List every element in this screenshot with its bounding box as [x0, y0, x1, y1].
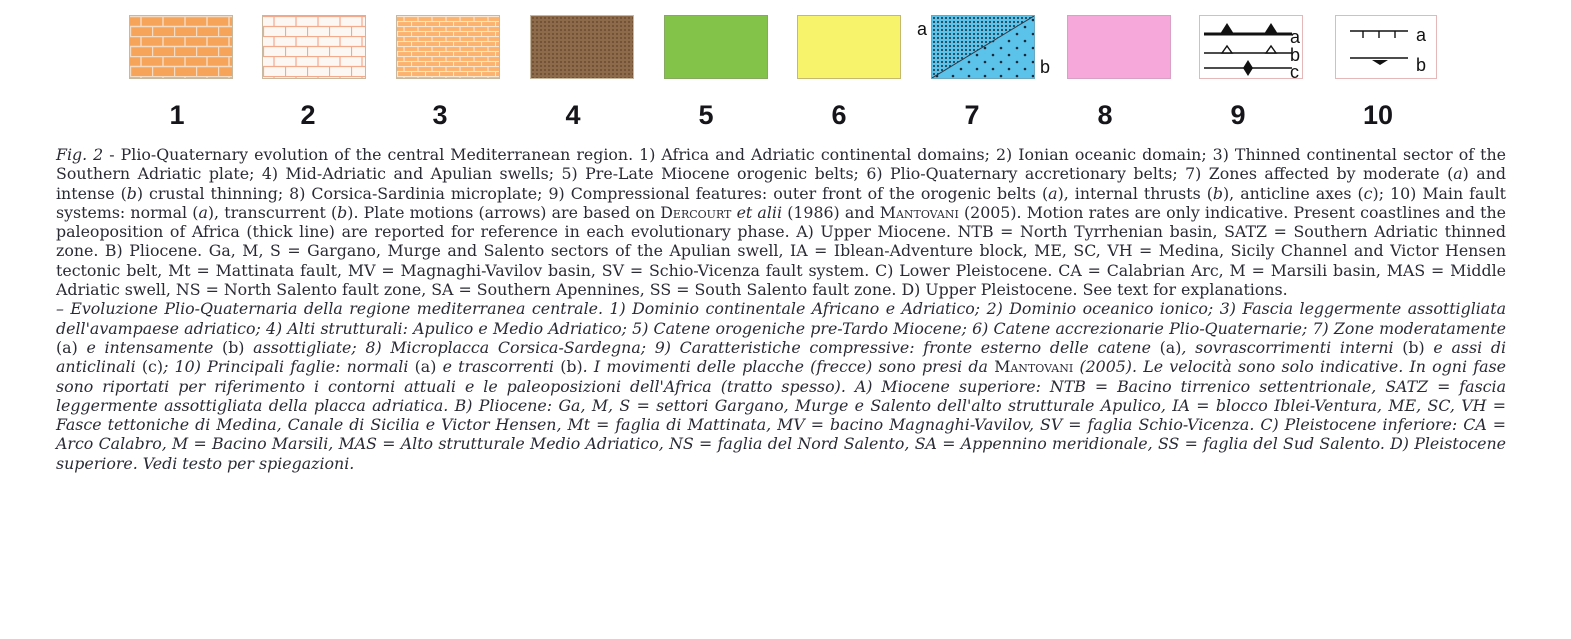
legend-7-label-a: a [917, 19, 928, 39]
legend-number-8: 8 [1097, 100, 1113, 130]
legend-9-label-b: b [1290, 45, 1301, 65]
legend-swatch-5 [664, 15, 768, 79]
legend-swatch-4 [530, 15, 634, 79]
legend-number-3: 3 [432, 100, 448, 130]
legend-number-4: 4 [565, 100, 581, 130]
legend-7-label-b: b [1040, 57, 1051, 77]
legend-9-label-c: c [1290, 62, 1299, 82]
legend-swatch-6 [797, 15, 901, 79]
thrust-symbols-icon [1200, 16, 1302, 78]
legend-swatch-1 [129, 15, 233, 79]
legend-swatch-9 [1199, 15, 1303, 82]
figure-label: Fig. 2 [56, 145, 104, 164]
brick-pattern-icon [397, 16, 499, 78]
figure-caption [56, 145, 1506, 473]
legend-swatch-8 [1067, 15, 1171, 79]
legend-swatch-7 [931, 15, 1035, 79]
legend-number-6: 6 [831, 100, 847, 130]
author-dercourt: Dercourt [660, 202, 732, 222]
caption-italian: – Evoluzione Plio-Quaternaria della regione mediterranea centrale. 1) Dominio continentale Africano e Adriatico; 2) Dominio oceanico ionico; 3) Fascia leggermente assottigliata dell'avampaese adriatico; 4) Alti strutturali: Apulico e Medio Adriatico; 5) Catene orogeniche pre-Tardo Miocene; 6) Catene accrezionarie Plio-Quaternarie; 7) Zone moderatamente (a) e intensamente (b) assottigliate; 8) Microplacca Corsica-Sardegna; 9) Caratteristiche compressive: fronte esterno delle catene (a), sovrascorrimenti interni (b) e assi di anticlinali (c); 10) Principali faglie: normali (a) e trascorrenti (b). I movimenti delle placche (frecce) sono presi da Mantovani (2005). Le velocità sono solo indicative. In ogni fase sono riportati per riferimento i contorni attuali e le paleoposizioni dell'Africa (tratto spesso). A) Miocene superiore: NTB = Bacino tirrenico settentrionale, SATZ = fascia leggermente assottigliata della placca adriatica. B) Pliocene: Ga, M, S = settori Gargano, Murge e Salento dell'alto strutturale Apulico, IA = blocco Iblei-Ventura, ME, SC, VH = Fasce tettoniche di Medina, Canale di Sicilia e Victor Hensen, Mt = faglia di Mattinata, MV = bacino Magnaghi-Vavilov, SV = faglia Schio-Vicenza. C) Pleistocene inferiore: CA = Arco Calabro, M = Bacino Marsili, MAS = Alto strutturale Medio Adriatico, NS = faglia del Nord Salento, SA = Appennino meridionale, SS = faglia del Sud Salento. D) Pleistocene superiore. Vedi testo per spiegazioni. [56, 299, 1506, 473]
legend-number-7: 7 [964, 100, 980, 130]
caption-english: Fig. 2 - Plio-Quaternary evolution of the central Mediterranean region. 1) Africa and Adriatic continental domains; 2) Ionian oceanic domain; 3) Thinned continental sector of the Southern Adriatic plate; 4) Mid-Adriatic and Apulian swells; 5) Pre-Late Miocene orogenic belts; 6) Plio-Quaternary accretionary belts; 7) Zones affected by moderate (a) and intense (b) crustal thinning; 8) Corsica-Sardinia microplate; 9) Compressional features: outer front of the orogenic belts (a), internal thrusts (b), anticline axes (c); 10) Main fault systems: normal (a), transcurrent (b). Plate motions (arrows) are based on Dercourt et alii (1986) and Mantovani (2005). Motion rates are only indicative. Present coastlines and the paleoposition of Africa (thick line) are reported for reference in each evolutionary phase. A) Upper Miocene. NTB = North Tyrrhenian basin, SATZ = Southern Adriatic thinned zone. B) Pliocene. Ga, M, S = Gargano, Murge and Salento sectors of the Apulian swell, IA = Iblean-Adventure block, ME, SC, VH = Medina, Sicily Channel and Victor Hensen tectonic belt, Mt = Mattinata fault, MV = Magnaghi-Vavilov basin, SV = Schio-Vicenza fault system. C) Lower Pleistocene. CA = Calabrian Arc, M = Marsili basin, MAS = Middle Adriatic swell, NS = North Salento fault zone, SA = Southern Apennines, SS = South Salento fault zone. D) Upper Pleistocene. See text for explanations. [56, 145, 1507, 300]
author-mantovani-it: Mantovani [994, 357, 1074, 377]
legend-9-label-a: a [1290, 27, 1301, 47]
legend-number-10: 10 [1362, 100, 1394, 130]
legend-number-2: 2 [300, 100, 316, 130]
legend-swatch-3 [396, 15, 500, 79]
legend-number-5: 5 [698, 100, 714, 130]
brick-pattern-icon [130, 16, 232, 78]
dotted-split-pattern-icon [932, 16, 1034, 78]
legend-number-9: 9 [1230, 100, 1246, 130]
author-mantovani: Mantovani [879, 202, 959, 222]
legend-swatch-2 [262, 15, 366, 79]
legend-10-label-b: b [1416, 55, 1427, 75]
legend-10-label-a: a [1416, 25, 1427, 45]
legend-number-1: 1 [169, 100, 185, 130]
figure-legend [0, 0, 1571, 140]
brick-pattern-icon [263, 16, 365, 78]
